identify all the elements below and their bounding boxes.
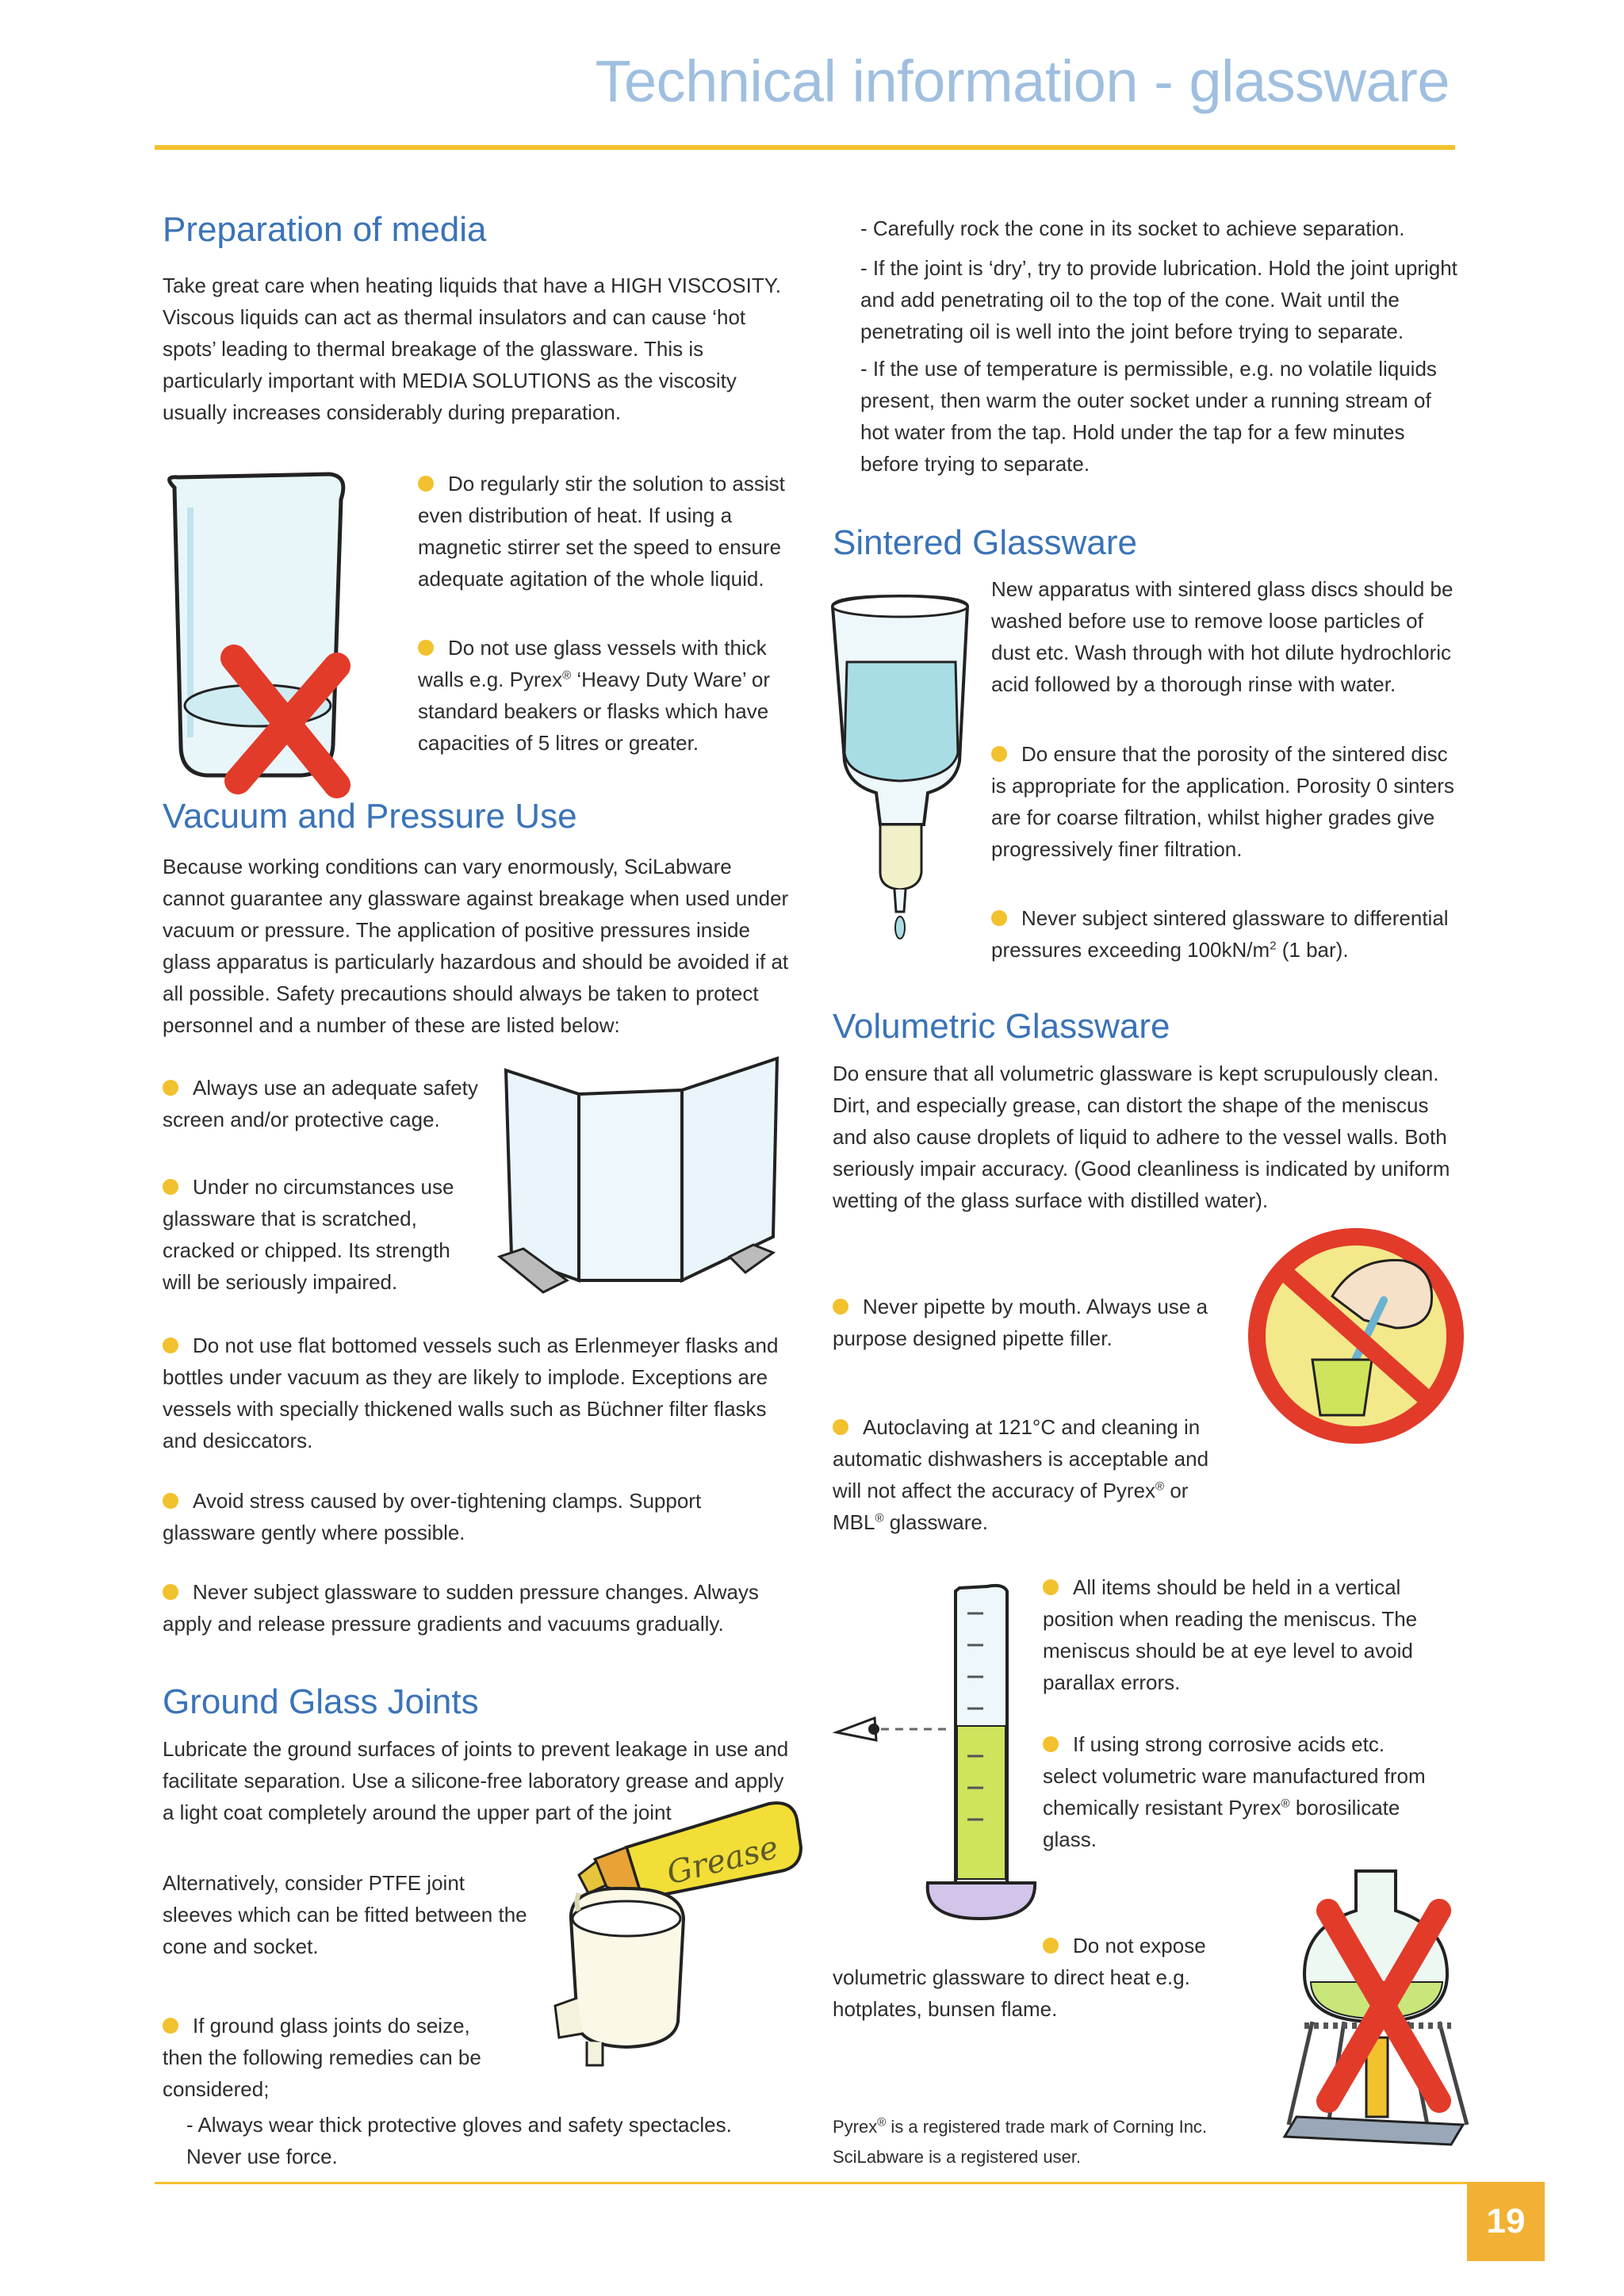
bullet-dot-icon bbox=[1043, 1938, 1059, 1954]
remedy-lubrication: - If the joint is ‘dry’, try to provide lubrication. Hold the joint upright and add penetrating oil to the top of the cone. Wait until the penetrating oil is well into the joint before trying to separate. bbox=[860, 256, 1457, 343]
grease-label: Grease bbox=[663, 1829, 783, 1892]
page-number: 19 bbox=[1467, 2182, 1545, 2261]
vacuum-intro: Because working conditions can vary enormously, SciLabware cannot guarantee any glassware against breakage when used under vacuum or pressure. The application of positive pressures inside glass apparatus is particularly hazardous and should be avoided if at all possible. Safety precautions should always be taken to protect personnel and a number of these are listed below: bbox=[163, 855, 789, 1037]
volumetric-bullet-corrosive: If using strong corrosive acids etc. select volumetric ware manufactured from chemically resistant Pyrex® borosilicate glass. bbox=[1043, 1732, 1426, 1851]
sintered-bullet-porosity: Do ensure that the porosity of the sintered disc is appropriate for the application. Porosity 0 sinters are for coarse filtration, whilst higher grades give progressively finer filtration. bbox=[991, 742, 1454, 861]
bullet-dot-icon bbox=[163, 1179, 178, 1195]
heading-vacuum-and-pressure: Vacuum and Pressure Use bbox=[163, 797, 577, 836]
media-bullet-thick-walls: Do not use glass vessels with thick walls e.g. Pyrex® ‘Heavy Duty Ware’ or standard beakers or flasks which have capacities of 5 litres or greater. bbox=[418, 636, 771, 755]
bullet-dot-icon bbox=[418, 640, 434, 656]
ground-alternative: Alternatively, consider PTFE joint sleeves which can be fitted between the cone and socket. bbox=[163, 1871, 527, 1958]
bullet-dot-icon bbox=[418, 476, 434, 492]
bullet-dot-icon bbox=[991, 746, 1007, 762]
sintered-bullet-pressure: Never subject sintered glassware to differential pressures exceeding $100kN/m^2$ (1 bar). bbox=[991, 906, 1449, 962]
ground-intro: Lubricate the ground surfaces of joints to prevent leakage in use and facilitate separation. Use a silicone-free laboratory grease and apply a light coat completely around the upper part of the joint bbox=[163, 1737, 789, 1824]
footer-rule bbox=[155, 2182, 1467, 2184]
sintered-intro: New apparatus with sintered glass discs should be washed before use to remove loose particles of dust etc. Wash through with hot dilute hydrochloric acid followed by a thorough rinse with water. bbox=[991, 577, 1454, 696]
bullet-dot-icon bbox=[163, 1493, 178, 1509]
remedy-warm-water: - If the use of temperature is permissible, e.g. no volatile liquids present, then warm the outer socket under a running stream of hot water from the tap. Hold under the tap for a few minutes before trying to separate. bbox=[860, 357, 1437, 476]
header-rule bbox=[155, 145, 1455, 150]
vacuum-bullet-clamps: Avoid stress caused by over-tightening clamps. Support glassware gently where possible. bbox=[163, 1489, 702, 1544]
flask-on-bunsen-illustration bbox=[1281, 1863, 1487, 2149]
remedy-rock-cone: - Carefully rock the cone in its socket to achieve separation. bbox=[860, 216, 1405, 240]
vacuum-bullet-pressure-changes: Never subject glassware to sudden pressure changes. Always apply and release pressure gradients and vacuums gradually. bbox=[163, 1580, 759, 1636]
volumetric-bullet-autoclaving: Autoclaving at 121°C and cleaning in automatic dishwashers is acceptable and will not affect the accuracy of Pyrex® or MBL® glassware. bbox=[833, 1415, 1209, 1534]
bullet-dot-icon bbox=[163, 1584, 178, 1600]
volumetric-intro: Do ensure that all volumetric glassware is kept scrupulously clean. Dirt, and especially grease, can distort the shape of the meniscus and also cause droplets of liquid to adhere to the vessel walls. Both seriously impair accuracy. (Good cleanliness is indicated by uniform wetting of the glass surface with distilled water). bbox=[833, 1062, 1450, 1212]
sintered-funnel-illustration bbox=[825, 595, 983, 959]
volumetric-bullet-pipette: Never pipette by mouth. Always use a purpose designed pipette filler. bbox=[833, 1295, 1208, 1350]
bullet-dot-icon bbox=[991, 910, 1007, 926]
ground-remedy-gloves: - Always wear thick protective gloves and safety spectacles. Never use force. bbox=[186, 2113, 732, 2168]
bullet-dot-icon bbox=[163, 1080, 178, 1096]
page-title: Technical information - glassware bbox=[595, 48, 1450, 114]
bullet-dot-icon bbox=[833, 1299, 848, 1314]
eye-icon bbox=[868, 1724, 879, 1735]
bullet-dot-icon bbox=[163, 2018, 178, 2034]
bullet-dot-icon bbox=[1043, 1736, 1059, 1752]
vacuum-bullet-scratched: Under no circumstances use glassware that is scratched, cracked or chipped. Its strength will be seriously impaired. bbox=[163, 1175, 454, 1294]
media-bullet-stir: Do regularly stir the solution to assist even distribution of heat. If using a magnetic stirrer set the speed to ensure adequate agitation of the whole liquid. bbox=[418, 472, 785, 591]
grease-tube-illustration bbox=[555, 1800, 809, 2117]
safety-screen-illustration bbox=[500, 1054, 785, 1300]
bullet-dot-icon bbox=[1043, 1579, 1059, 1595]
heading-volumetric-glassware: Volumetric Glassware bbox=[833, 1007, 1170, 1046]
volumetric-bullet-direct-heat: Do not expose volumetric glassware to direct heat e.g. hotplates, bunsen flame. bbox=[833, 1934, 1206, 2021]
media-intro: Take great care when heating liquids that have a HIGH VISCOSITY. Viscous liquids can act as thermal insulators and can cause ‘hot spots’ leading to thermal breakage of the glassware. This is particularly important with MEDIA SOLUTIONS as the viscosity usually increases considerably during preparation. bbox=[163, 274, 781, 424]
vacuum-bullet-screen: Always use an adequate safety screen and/or protective cage. bbox=[163, 1076, 478, 1131]
beaker-illustration bbox=[159, 468, 365, 801]
heading-sintered-glassware: Sintered Glassware bbox=[833, 523, 1137, 562]
bullet-dot-icon bbox=[833, 1419, 848, 1435]
measuring-cylinder-illustration bbox=[829, 1582, 1043, 1931]
footnote-pyrex: Pyrex® is a registered trade mark of Corning Inc. SciLabware is a registered user. bbox=[833, 2115, 1208, 2167]
bullet-dot-icon bbox=[163, 1337, 178, 1353]
heading-ground-glass-joints: Ground Glass Joints bbox=[163, 1682, 479, 1721]
heading-preparation-of-media: Preparation of media bbox=[163, 210, 487, 249]
volumetric-bullet-meniscus: All items should be held in a vertical position when reading the meniscus. The meniscus should be at eye level to avoid parallax errors. bbox=[1043, 1575, 1418, 1694]
no-mouth-pipetting-icon bbox=[1245, 1225, 1467, 1447]
vacuum-bullet-flat-bottomed: Do not use flat bottomed vessels such as Erlenmeyer flasks and bottles under vacuum as they are likely to implode. Exceptions are vessels with specially thickened walls such as Büchner filter flasks and desiccators. bbox=[163, 1334, 779, 1452]
ground-bullet-seize: If ground glass joints do seize, then the following remedies can be considered; bbox=[163, 2014, 481, 2101]
